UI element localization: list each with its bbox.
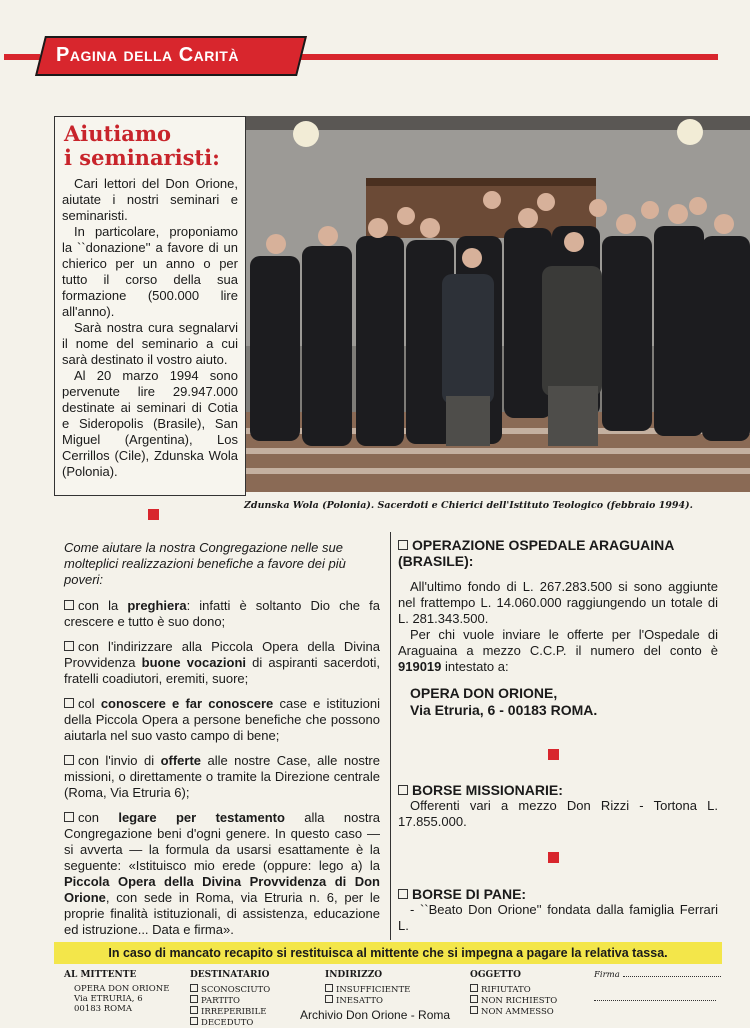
footer-signature: Firma <box>594 970 722 1001</box>
return-notice: In caso di mancato recapito si restituisca al mittente che si impegna a pagare la relativa tassa. <box>54 942 722 964</box>
missions-section <box>398 782 718 830</box>
seminarians-paragraph: In particolare, proponiamo la ``donazione'' a favore di un chierico per un anno o per tutto il corso della sua formazione (500.000 lire all'anno). <box>62 224 238 319</box>
checkbox-icon <box>64 641 74 651</box>
hospital-account-text: Per chi vuole inviare le offerte per l'Ospedale di Araguaina a mezzo C.C.P. il numero del conto è 919019 intestato a: <box>398 627 718 674</box>
help-item: col conoscere e far conoscere case e istituzioni della Piccola Opera a persone benefiche che possono aiutarla nel suo vasto campo di bene; <box>64 696 380 743</box>
bread-text: - ``Beato Don Orione'' fondata dalla famiglia Ferrari L. <box>398 902 718 933</box>
help-item: con l'indirizzare alla Piccola Opera della Divina Provvidenza buone vocazioni di aspiranti sacerdoti, fratelli coadiutori, eremiti, suore; <box>64 639 381 686</box>
help-column <box>64 540 380 947</box>
help-item: con la preghiera: infatti è soltanto Dio che fa crescere e tutto è suo dono; <box>64 598 380 629</box>
footer-object: OGGETTO RIFIUTATO NON RICHIESTO NON AMMESSO <box>470 970 558 1017</box>
help-intro: Come aiutare la nostra Congregazione nelle sue molteplici realizzazioni benefiche a favore dei più poveri: <box>64 540 346 587</box>
section-marker <box>548 852 559 863</box>
seminarians-paragraph: Cari lettori del Don Orione, aiutate i nostri seminari e seminaristi. <box>62 176 238 223</box>
checkbox-icon <box>64 600 74 610</box>
header-rule-right <box>296 54 718 60</box>
column-divider <box>390 532 391 940</box>
checkbox-icon <box>398 889 408 899</box>
archive-watermark: Archivio Don Orione - Roma <box>300 1008 451 1022</box>
page-title: Pagina della Carità <box>56 44 239 66</box>
bread-section <box>398 886 718 934</box>
seminarians-text <box>62 176 238 480</box>
hospital-address: OPERA DON ORIONE, Via Etruria, 6 - 00183 ROMA. <box>410 685 598 718</box>
footer-address: INDIRIZZO INSUFFICIENTE INESATTO <box>325 970 411 1006</box>
seminarians-title-line2: i seminaristi: <box>64 145 220 170</box>
help-item: con l'invio di offerte alle nostre Case, alle nostre missioni, o direttamente o tramite la Direzione centrale (Roma, Via Etruria 6); <box>64 753 380 800</box>
section-marker <box>548 749 559 760</box>
seminarians-title-line1: Aiutiamo <box>64 121 172 146</box>
section-marker <box>148 509 159 520</box>
right-column <box>398 537 718 719</box>
photo-caption: Zdunska Wola (Polonia). Sacerdoti e Chierici dell'Istituto Teologico (febbraio 1994). <box>244 500 693 511</box>
hospital-text: All'ultimo fondo di L. 267.283.500 si sono aggiunte nel frattempo L. 14.060.000 raggiungendo un totale di L. 281.343.500. <box>398 579 718 626</box>
footer-recipient: DESTINATARIO SCONOSCIUTO PARTITO IRREPERIBILE DECEDUTO <box>190 970 271 1028</box>
checkbox-icon <box>64 698 74 708</box>
help-item-testament: con legare per testamento alla nostra Congregazione beni d'ogni genere. In questo caso — si avverta — la formula da usarsi esattamente è la seguente: «Istituisco mio erede (oppure: lego a) la Piccola Opera della Divina Provvidenza di Don Orione, con sede in Roma, via Etruria n. 6, per le proprie finalità istituzionali, di assistenza, educazione ed istruzione... Data e firma». <box>64 810 381 937</box>
missions-text: Offerenti vari a mezzo Don Rizzi - Tortona L. 17.855.000. <box>398 798 718 829</box>
bread-title: BORSE DI PANE: <box>398 886 718 902</box>
missions-title: BORSE MISSIONARIE: <box>398 782 718 798</box>
seminarians-title <box>64 122 240 170</box>
checkbox-icon <box>64 812 74 822</box>
checkbox-icon <box>398 540 408 550</box>
hospital-title: OPERAZIONE OSPEDALE ARAGUAINA (BRASILE): <box>398 537 674 569</box>
seminarians-paragraph: Sarà nostra cura segnalarvi il nome del seminario a cui sarà destinato il vostro aiuto. <box>62 320 238 367</box>
group-photo <box>246 116 750 492</box>
footer-sender: AL MITTENTE OPERA DON ORIONE Via ETRURIA, 6 00183 ROMA <box>64 970 170 1014</box>
checkbox-icon <box>398 785 408 795</box>
checkbox-icon <box>64 755 74 765</box>
header-rule-left <box>4 54 40 60</box>
seminarians-paragraph: Al 20 marzo 1994 sono pervenute lire 29.947.000 destinate ai seminari di Cotia e Sideropolis (Brasile), San Miguel (Argentina), Los Cerrillos (Cile), Zdunska Wola (Polonia). <box>62 368 238 479</box>
